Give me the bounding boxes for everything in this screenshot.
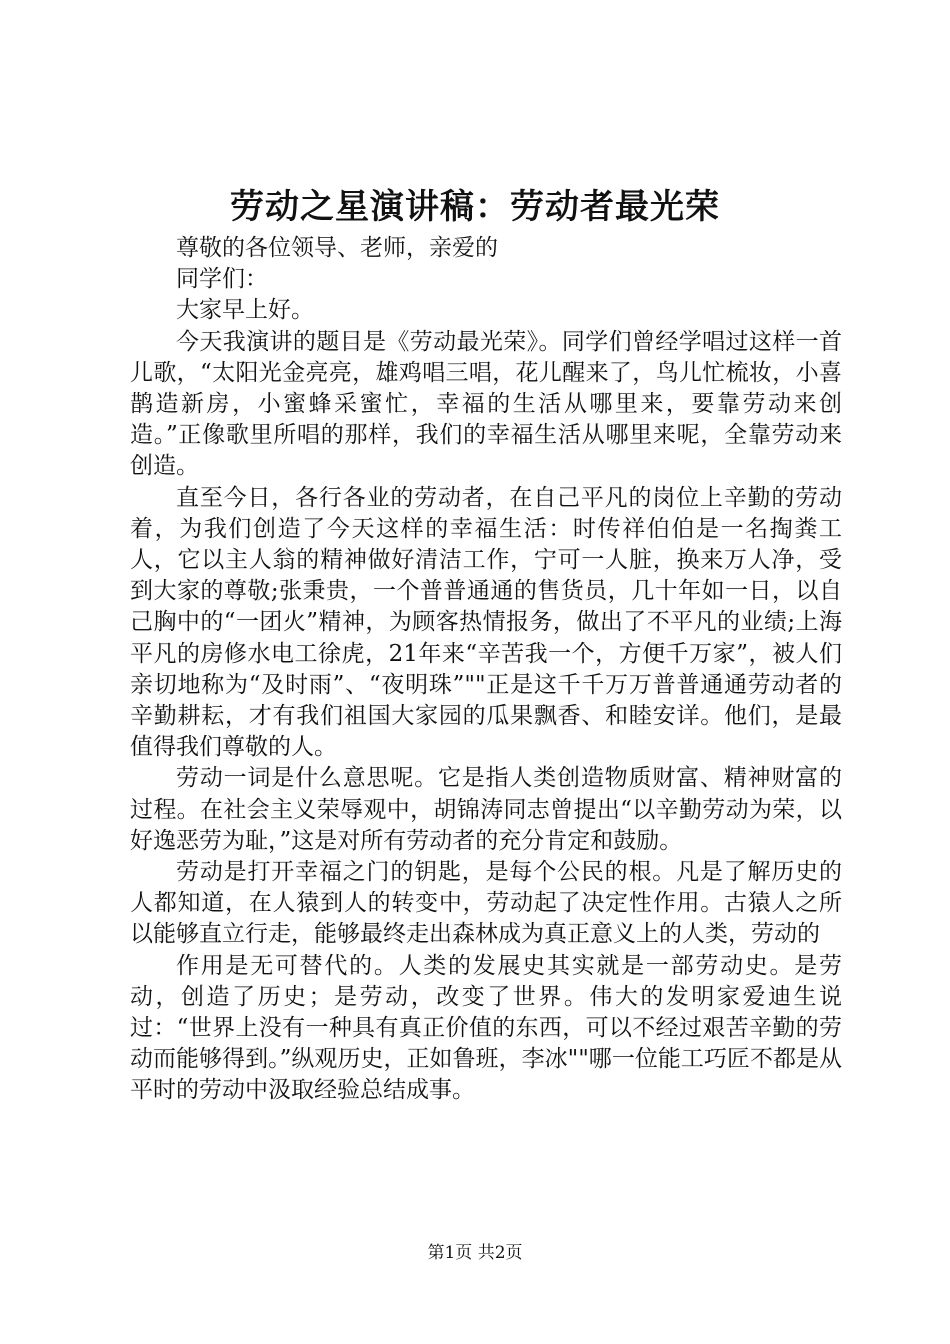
document-body [130,233,842,1107]
paragraph-history: 劳动是打开幸福之门的钥匙，是每个公民的根。凡是了解历史的人都知道，在人猿到人的转变中，劳动起了决定性作用。古猿人之所以能够直立行走，能够最终走出森林成为真正意义上的人类，劳动的 [130,859,842,948]
page-number: 第1页 共2页 [427,1243,523,1263]
paragraph-role: 作用是无可替代的。人类的发展史其实就是一部劳动史。是劳动，创造了历史；是劳动，改变了世界。伟大的发明家爱迪生说过：“世界上没有一种具有真正价值的东西，可以不经过艰苦辛勤的劳动而能够得到。”纵观历史，正如鲁班，李冰""哪一位能工巧匠不都是从平时的劳动中汲取经验总结成事。 [130,952,842,1104]
paragraph-salutation-2: 同学们： [176,266,268,293]
document-title: 劳动之星演讲稿：劳动者最光荣 [230,187,720,227]
paragraph-greeting: 大家早上好。 [176,297,314,324]
paragraph-salutation-1: 尊敬的各位领导、老师，亲爱的 [176,235,498,261]
paragraph-intro: 今天我演讲的题目是《劳动最光荣》。同学们曾经学唱过这样一首儿歌，“太阳光金亮亮，雄鸡唱三唱，花儿醒来了，鸟儿忙梳妆，小喜鹊造新房，小蜜蜂采蜜忙，幸福的生活从哪里来，要靠劳动来创造。”正像歌里所唱的那样，我们的幸福生活从哪里来呢，全靠劳动来创造。 [130,328,842,480]
paragraph-workers: 直至今日，各行各业的劳动者，在自己平凡的岗位上辛勤的劳动着，为我们创造了今天这样的幸福生活：时传祥伯伯是一名掏粪工人，它以主人翁的精神做好清洁工作，宁可一人脏，换来万人净，受到大家的尊敬;张秉贵，一个普普通通的售货员，几十年如一日，以自己胸中的“一团火”精神，为顾客热情报务，做出了不平凡的业绩;上海平凡的房修水电工徐虎，21年来“辛苦我一个，方便千万家”，被人们亲切地称为“及时雨”、“夜明珠”""正是这千千万万普普通通劳动者的辛勤耕耘，才有我们祖国大家园的瓜果飘香、和睦安详。他们，是最值得我们尊敬的人。 [130,484,842,761]
paragraph-meaning: 劳动一词是什么意思呢。它是指人类创造物质财富、精神财富的过程。在社会主义荣辱观中，胡锦涛同志曾提出“以辛勤劳动为荣，以好逸恶劳为耻，”这是对所有劳动者的充分肯定和鼓励。 [130,765,842,854]
